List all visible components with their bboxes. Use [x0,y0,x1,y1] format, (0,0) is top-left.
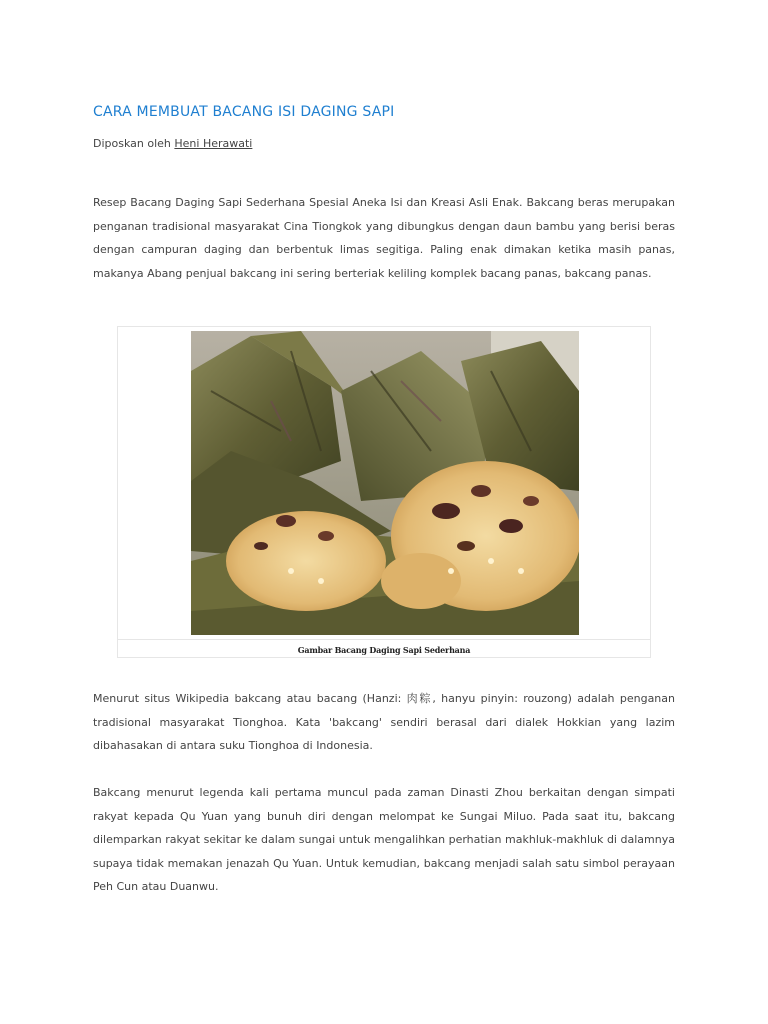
article-title[interactable]: CARA MEMBUAT BACANG ISI DAGING SAPI [93,104,395,120]
paragraph-legend: Bakcang menurut legenda kali pertama muncul pada zaman Dinasti Zhou berkaitan dengan simpati rakyat kepada Qu Yuan yang bunuh diri dengan melompat ke Sungai Miluo. Pada saat itu, bakcang dilemparkan rakyat sekitar ke dalam sungai untuk mengalihkan perhatian makhluk-makhluk di dalamnya supaya tidak memakan jenazah Qu Yuan. Untuk kemudian, bakcang menjadi salah satu simbol perayaan Peh Cun atau Duanwu. [93,786,675,893]
byline [93,137,252,150]
figure-caption: Gambar Bacang Daging Sapi Sederhana [297,644,471,655]
bacang-photo[interactable] [191,331,579,635]
paragraph-wikipedia: Menurut situs Wikipedia bakcang atau bacang (Hanzi: 肉粽, hanyu pinyin: rouzong) adalah penganan tradisional masyarakat Tionghoa. Kata 'bakcang' sendiri berasal dari dialek Hokkian yang lazim dibahasakan di antara suku Tionghoa di Indonesia. [93,692,675,752]
paragraph-intro: Resep Bacang Daging Sapi Sederhana Spesial Aneka Isi dan Kreasi Asli Enak. Bakcang beras merupakan penganan tradisional masyarakat Cina Tiongkok yang dibungkus dengan daun bambu yang berisi beras dengan campuran daging dan berbentuk limas segitiga. Paling enak dimakan ketika masih panas, makanya Abang penjual bakcang ini sering berteriak keliling komplek bacang panas, bakcang panas. [93,196,675,280]
figure-caption-bar [118,639,650,659]
byline-prefix: Diposkan oleh [93,137,171,150]
author-link[interactable]: Heni Herawati [174,137,253,150]
figure [117,326,651,658]
bacang-photo-drawing [191,331,579,635]
